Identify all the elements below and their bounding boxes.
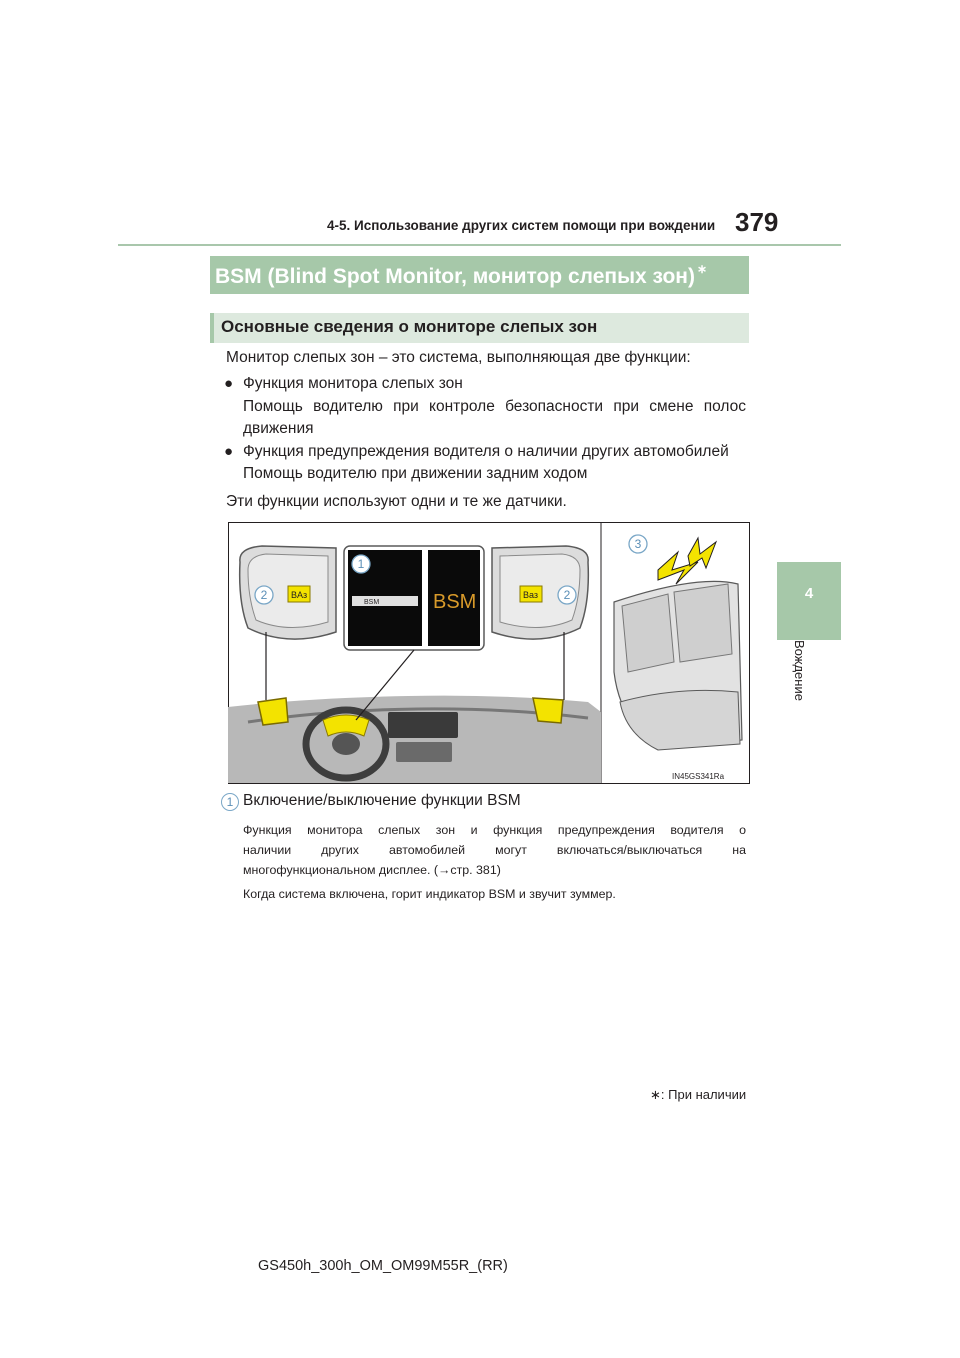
running-header: 4-5. Использование других систем помощи при вождении: [327, 218, 716, 233]
item-number-1: 1: [221, 793, 239, 811]
sensors-text: Эти функции используют одни и те же датчики.: [226, 493, 567, 510]
chapter-label: Вождение: [792, 640, 807, 701]
callout-2-right: 2: [563, 588, 571, 602]
chapter-number: 4: [804, 585, 814, 602]
screen-big-label: BSM: [433, 591, 477, 613]
item-text-line: многофункциональном дисплее. (→стр. 381): [243, 863, 501, 877]
bullet-title: Функция предупреждения водителя о наличии других автомобилей: [243, 443, 729, 460]
mirror-right-label: Bаз: [523, 590, 539, 600]
page-number: 379: [735, 207, 779, 237]
footnote: ∗: При наличии: [650, 1087, 747, 1102]
bullet-icon: ●: [224, 375, 234, 392]
footer-code: GS450h_300h_OM_OM99M55R_(RR): [258, 1258, 508, 1274]
page-title: [215, 262, 707, 289]
title-label: BSM (Blind Spot Monitor, монитор слепых зон): [215, 265, 695, 288]
left-mirror-drawing: [240, 546, 336, 639]
screen-small-label: BSM: [364, 599, 380, 606]
bullet-desc-cont: движения: [243, 420, 314, 437]
section-subtitle: Основные сведения о мониторе слепых зон: [221, 317, 598, 336]
bullet-icon: ●: [224, 443, 234, 460]
image-code: IN45GS341Ra: [672, 772, 725, 781]
bullet-desc: Помощь водителю при движении задним ходом: [243, 465, 588, 482]
callout-3: 3: [634, 537, 642, 551]
dashboard-drawing: [228, 696, 601, 783]
intro-text: Монитор слепых зон – это система, выполняющая две функции:: [226, 349, 691, 366]
callout-1: 1: [357, 557, 365, 571]
bsm-illustration: [228, 522, 750, 784]
bullet-title: Функция монитора слепых зон: [243, 375, 463, 392]
header-rule: [118, 244, 841, 246]
callout-2-left: 2: [260, 588, 268, 602]
item-text-line: Функция монитора слепых зон и функция предупреждения водителя о: [243, 823, 746, 837]
item-note: Когда система включена, горит индикатор BSM и звучит зуммер.: [243, 887, 616, 901]
availability-mark: ∗: [696, 262, 708, 276]
bullet-desc: Помощь водителю при контроле безопасности при смене полос: [243, 398, 746, 415]
item-heading: Включение/выключение функции BSM: [243, 792, 521, 809]
mirror-left-label: BАз: [291, 590, 308, 600]
item-text-line: наличии других автомобилей могут включаться/выключаться на: [243, 843, 746, 857]
